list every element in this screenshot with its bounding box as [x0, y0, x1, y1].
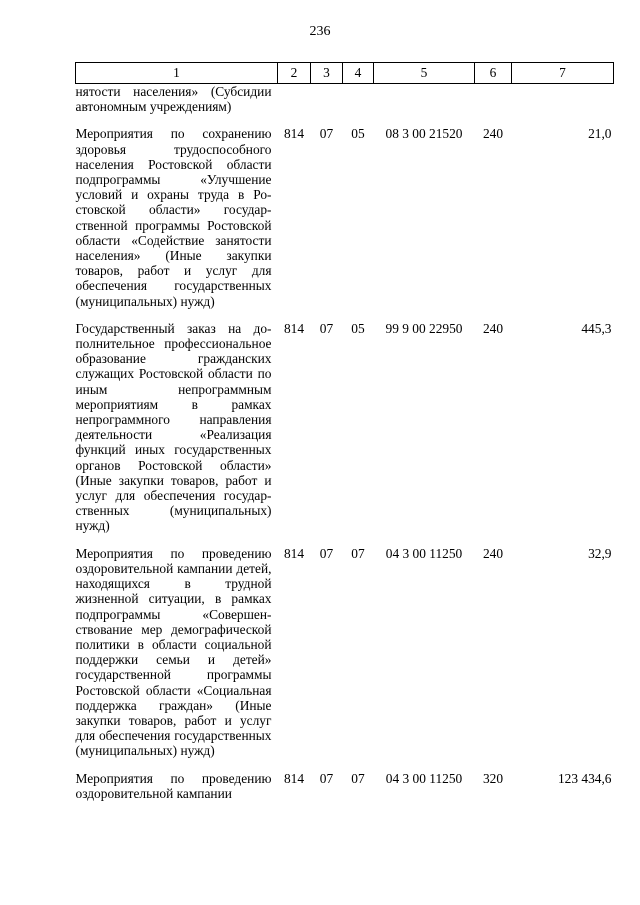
table-row [76, 126, 614, 320]
row-code-subsection: 05 [351, 126, 365, 142]
row-code-section: 07 [319, 545, 334, 561]
header-col-2: 2 [278, 63, 311, 84]
row-description: Государственный заказ на дополнительное профессиональное образование гражданских служащих Ростовской области по иным непрограммным мероприятиям в рамках непрограммного направления деятельности «Реализация функций иных государственных органов Ростовской области» (Иные закупки товаров, работ и услуг для обеспечения государственных (муниципальных) нужд) [75, 320, 272, 534]
row-code-subsection: 05 [351, 320, 365, 336]
row-description: Мероприятия по проведению оздоровительной кампании [75, 770, 272, 801]
row-amount: 21,0 [588, 126, 612, 142]
row-code-section: 07 [319, 320, 334, 336]
row-description: нятости населения» (Субсидии автономным учреждениям) [75, 84, 272, 115]
table-row [76, 771, 614, 813]
row-amount [512, 84, 614, 127]
row-target-article: 99 9 00 22950 [385, 320, 463, 336]
table-row [76, 321, 614, 546]
page-number: 236 [309, 24, 331, 39]
row-amount: 445,3 [581, 320, 612, 336]
row-code-section [311, 84, 343, 127]
header-col-5: 5 [374, 63, 475, 84]
header-col-3: 3 [311, 63, 343, 84]
row-amount: 123 434,6 [557, 770, 612, 786]
row-expense-type: 240 [482, 320, 504, 336]
row-expense-type [475, 84, 512, 127]
row-code-subsection: 07 [351, 545, 365, 561]
header-col-6: 6 [475, 63, 512, 84]
header-col-1: 1 [76, 63, 278, 84]
row-expense-type: 240 [482, 545, 504, 561]
header-col-7: 7 [512, 63, 614, 84]
row-target-article: 08 3 00 21520 [385, 126, 463, 142]
row-code-section: 07 [319, 126, 334, 142]
row-code-ministry: 814 [283, 770, 305, 786]
row-code-subsection [343, 84, 374, 127]
row-expense-type: 240 [482, 126, 504, 142]
row-code-ministry [278, 84, 311, 127]
table-row [76, 84, 614, 127]
row-code-section: 07 [319, 770, 334, 786]
table-header-row [76, 63, 614, 84]
row-description: Мероприятия по проведению оздоровительной кампании детей, находящихся в трудной жизненной ситуации, в рамках подпрограммы «Совершенствование мер демографической политики в области социальной поддержки семьи и детей» государственной программы Ростовской области «Социальная поддержка граждан» (Иные закупки товаров, работ и услуг для обеспечения государственных (муниципальных) нужд) [75, 545, 272, 759]
row-target-article [374, 84, 475, 127]
row-target-article: 04 3 00 11250 [385, 770, 463, 786]
row-expense-type: 320 [482, 770, 504, 786]
header-col-4: 4 [343, 63, 374, 84]
row-description: Мероприятия по сохранению здоровья трудоспособного населения Ростовской области подпрограммы «Улучшение условий и охраны труда в Ростовской области» государственной программы Ростовской области «Содействие занятости населения» (Иные закупки товаров, работ и услуг для обеспечения государственных (муниципальных) нужд) [75, 126, 272, 309]
table-row [76, 546, 614, 771]
row-code-ministry: 814 [283, 320, 305, 336]
budget-table [75, 62, 614, 813]
row-code-subsection: 07 [351, 770, 365, 786]
row-code-ministry: 814 [283, 545, 305, 561]
row-amount: 32,9 [588, 545, 612, 561]
row-target-article: 04 3 00 11250 [385, 545, 463, 561]
row-code-ministry: 814 [283, 126, 305, 142]
